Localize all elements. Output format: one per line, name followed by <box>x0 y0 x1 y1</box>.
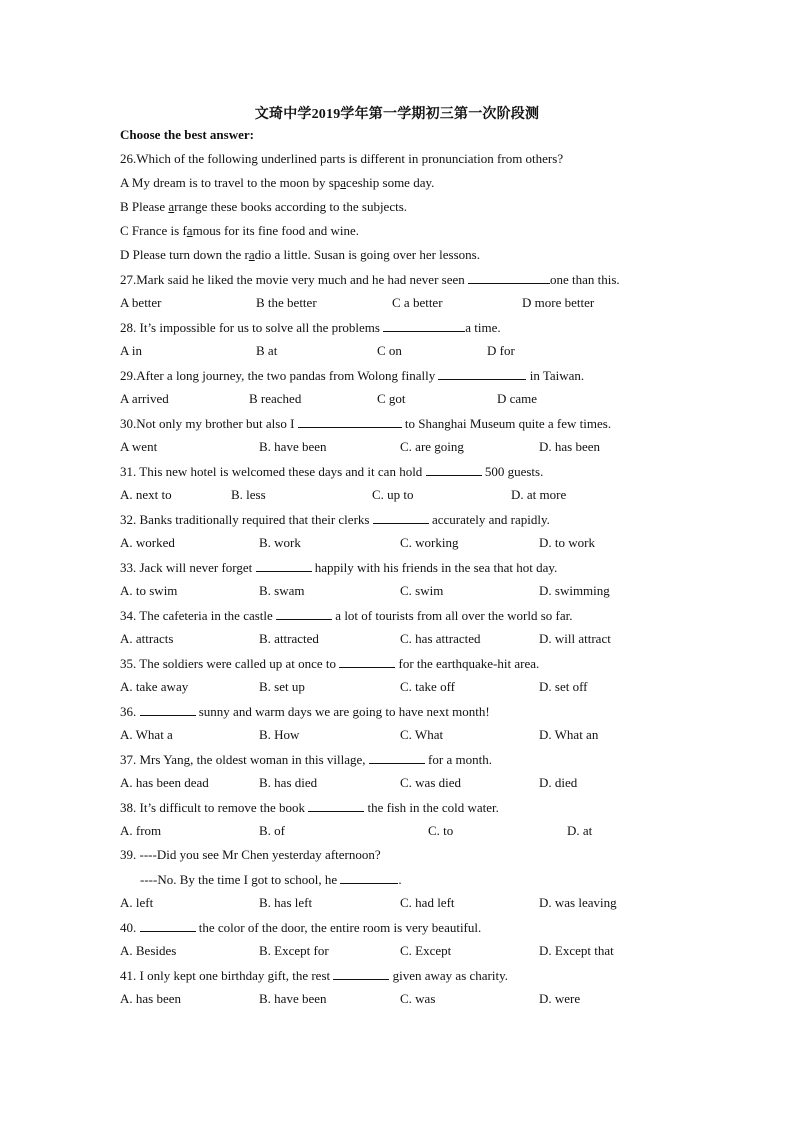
question-39-option-c: C. had left <box>400 895 455 910</box>
answer-blank <box>276 607 332 620</box>
question-28-option-a: A in <box>120 343 143 358</box>
question-32-option-b: B. work <box>259 535 301 550</box>
question-37-option-b: B. has died <box>259 775 318 790</box>
question-36-option-c: C. What <box>400 727 444 742</box>
question-26-option-b: B Please arrange these books according to the subjects. <box>120 199 408 214</box>
question-30-option-a: A went <box>120 439 158 454</box>
question-41-option-c: C. was <box>400 991 436 1006</box>
answer-blank <box>369 751 425 764</box>
question-27-option-c: C a better <box>392 295 443 310</box>
question-26-option-d: D Please turn down the radio a little. Susan is going over her lessons. <box>120 247 480 262</box>
question-32-stem: 32. Banks traditionally required that their clerks accurately and rapidly. <box>120 512 550 527</box>
question-26-option-a: A My dream is to travel to the moon by spaceship some day. <box>120 175 435 190</box>
instruction: Choose the best answer: <box>120 127 254 142</box>
question-33-option-c: C. swim <box>400 583 444 598</box>
question-29-option-c: C got <box>377 391 406 406</box>
answer-blank <box>308 799 364 812</box>
question-39-stem: 39. ----Did you see Mr Chen yesterday afternoon? <box>120 847 381 862</box>
question-29-option-b: B reached <box>249 391 302 406</box>
question-27-option-d: D more better <box>522 295 595 310</box>
question-34-stem: 34. The cafeteria in the castle a lot of tourists from all over the world so far. <box>120 608 573 623</box>
answer-blank <box>438 367 526 380</box>
question-41-option-a: A. has been <box>120 991 182 1006</box>
question-39-reply: ----No. By the time I got to school, he . <box>140 872 402 887</box>
question-38-option-d: D. at <box>567 823 593 838</box>
question-30-option-b: B. have been <box>259 439 327 454</box>
question-30-option-d: D. has been <box>539 439 601 454</box>
question-28-option-b: B at <box>256 343 278 358</box>
question-37-stem: 37. Mrs Yang, the oldest woman in this village, for a month. <box>120 752 492 767</box>
question-41-option-b: B. have been <box>259 991 327 1006</box>
question-31-option-b: B. less <box>231 487 266 502</box>
page-title: 文琦中学2019学年第一学期初三第一次阶段测 <box>254 107 540 122</box>
question-33-option-a: A. to swim <box>120 583 178 598</box>
question-31-option-a: A. next to <box>120 487 172 502</box>
question-36-option-b: B. How <box>259 727 300 742</box>
question-31-option-c: C. up to <box>372 487 414 502</box>
question-33-stem: 33. Jack will never forget happily with his friends in the sea that hot day. <box>120 560 558 575</box>
question-29-option-a: A arrived <box>120 391 169 406</box>
answer-blank <box>298 415 402 428</box>
question-34-option-c: C. has attracted <box>400 631 481 646</box>
question-27-stem: 27.Mark said he liked the movie very much and he had never seen one than this. <box>120 272 620 287</box>
question-39-option-a: A. left <box>120 895 154 910</box>
question-34-option-a: A. attracts <box>120 631 174 646</box>
question-35-option-d: D. set off <box>539 679 588 694</box>
question-37-option-c: C. was died <box>400 775 462 790</box>
question-35-option-a: A. take away <box>120 679 189 694</box>
question-39-option-d: D. was leaving <box>539 895 617 910</box>
answer-blank <box>333 967 389 980</box>
answer-blank <box>468 271 550 284</box>
question-39-option-b: B. has left <box>259 895 313 910</box>
question-28-option-c: C on <box>377 343 402 358</box>
question-27-option-b: B the better <box>256 295 317 310</box>
question-27-option-a: A better <box>120 295 162 310</box>
question-32-option-d: D. to work <box>539 535 595 550</box>
answer-blank <box>426 463 482 476</box>
question-32-option-c: C. working <box>400 535 459 550</box>
question-38-option-c: C. to <box>428 823 454 838</box>
answer-blank <box>339 655 395 668</box>
answer-blank <box>256 559 312 572</box>
answer-blank <box>140 919 196 932</box>
question-29-stem: 29.After a long journey, the two pandas from Wolong finally in Taiwan. <box>120 368 585 383</box>
question-29-option-d: D came <box>497 391 538 406</box>
answer-blank <box>140 703 196 716</box>
question-28-option-d: D for <box>487 343 515 358</box>
question-33-option-d: D. swimming <box>539 583 610 598</box>
question-26-option-c: C France is famous for its fine food and wine. <box>120 223 360 238</box>
question-36-option-d: D. What an <box>539 727 599 742</box>
question-34-option-b: B. attracted <box>259 631 319 646</box>
question-34-option-d: D. will attract <box>539 631 611 646</box>
question-40-option-d: D. Except that <box>539 943 614 958</box>
question-37-option-d: D. died <box>539 775 578 790</box>
question-33-option-b: B. swam <box>259 583 305 598</box>
question-40-option-b: B. Except for <box>259 943 329 958</box>
question-35-option-c: C. take off <box>400 679 455 694</box>
question-31-option-d: D. at more <box>511 487 567 502</box>
question-36-stem: 36. sunny and warm days we are going to have next month! <box>120 704 490 719</box>
answer-blank <box>340 871 398 884</box>
question-40-stem: 40. the color of the door, the entire room is very beautiful. <box>120 920 482 935</box>
question-38-stem: 38. It’s difficult to remove the book the fish in the cold water. <box>120 800 499 815</box>
question-40-option-a: A. Besides <box>120 943 177 958</box>
question-26-stem: 26.Which of the following underlined parts is different in pronunciation from others? <box>120 151 564 166</box>
question-38-option-b: B. of <box>259 823 285 838</box>
question-38-option-a: A. from <box>120 823 162 838</box>
answer-blank <box>373 511 429 524</box>
question-36-option-a: A. What a <box>120 727 173 742</box>
question-35-option-b: B. set up <box>259 679 305 694</box>
answer-blank <box>383 319 465 332</box>
question-28-stem: 28. It’s impossible for us to solve all the problems a time. <box>120 320 501 335</box>
question-32-option-a: A. worked <box>120 535 175 550</box>
question-41-stem: 41. I only kept one birthday gift, the rest given away as charity. <box>120 968 509 983</box>
question-30-option-c: C. are going <box>400 439 464 454</box>
question-37-option-a: A. has been dead <box>120 775 209 790</box>
question-30-stem: 30.Not only my brother but also I to Shanghai Museum quite a few times. <box>120 416 612 431</box>
question-41-option-d: D. were <box>539 991 581 1006</box>
question-31-stem: 31. This new hotel is welcomed these days and it can hold 500 guests. <box>120 464 544 479</box>
question-40-option-c: C. Except <box>400 943 452 958</box>
question-35-stem: 35. The soldiers were called up at once to for the earthquake-hit area. <box>120 656 540 671</box>
